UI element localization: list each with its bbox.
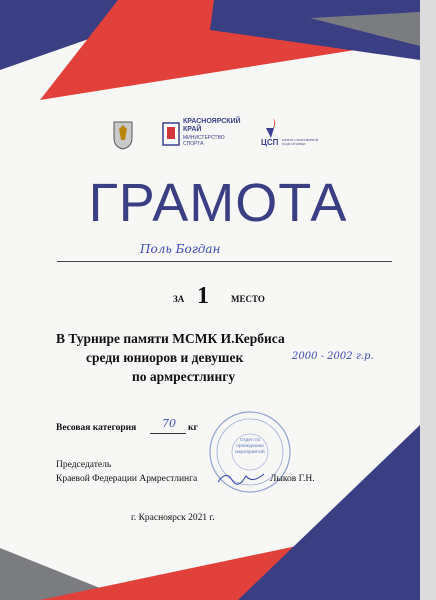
- signatory-name: Лыков Г.Н.: [270, 474, 315, 484]
- weight-underline: [150, 433, 186, 434]
- csp-abbr: ЦСП: [261, 138, 279, 147]
- signatory-role-1: Председатель: [56, 460, 112, 470]
- handwritten-signature: [216, 468, 266, 488]
- place-suffix: МЕСТО: [231, 294, 265, 304]
- krai-ministry: МИНИСТЕРСТВО СПОРТА: [183, 135, 225, 147]
- place-prefix: ЗА: [173, 294, 185, 304]
- krai-emblem-icon: [162, 122, 180, 146]
- place-row: [173, 283, 293, 309]
- signatory-role-2: Краевой Федерации Армрестлинга: [56, 474, 198, 484]
- event-line-3: по армрестлингу: [132, 369, 236, 384]
- weight-value: 70: [162, 417, 176, 430]
- weight-label: Весовая категория: [56, 423, 137, 433]
- paper-edge: [420, 0, 436, 600]
- weight-unit: кг: [188, 423, 198, 433]
- place-number: 1: [197, 283, 209, 309]
- csp-name: ЦЕНТР СПОРТИВНОЙ ПОДГОТОВКИ: [282, 138, 319, 146]
- birth-years: 2000 - 2002 г.р.: [292, 351, 374, 362]
- logos-row: [112, 116, 319, 160]
- coat-of-arms-icon: [112, 120, 134, 150]
- place-date: г. Красноярск 2021 г.: [131, 513, 215, 523]
- certificate-title: ГРАМОТА: [88, 173, 348, 233]
- recipient-underline: [57, 261, 392, 262]
- event-line-2: среди юниоров и девушек: [86, 350, 244, 365]
- krai-name: КРАСНОЯРСКИЙ КРАЙ: [183, 118, 241, 133]
- stamp-center-text: Отдел по проведению мероприятий: [235, 438, 265, 455]
- event-line-1: В Турнире памяти МСМК И.Кербиса: [56, 331, 285, 346]
- recipient-name: Поль Богдан: [140, 242, 221, 256]
